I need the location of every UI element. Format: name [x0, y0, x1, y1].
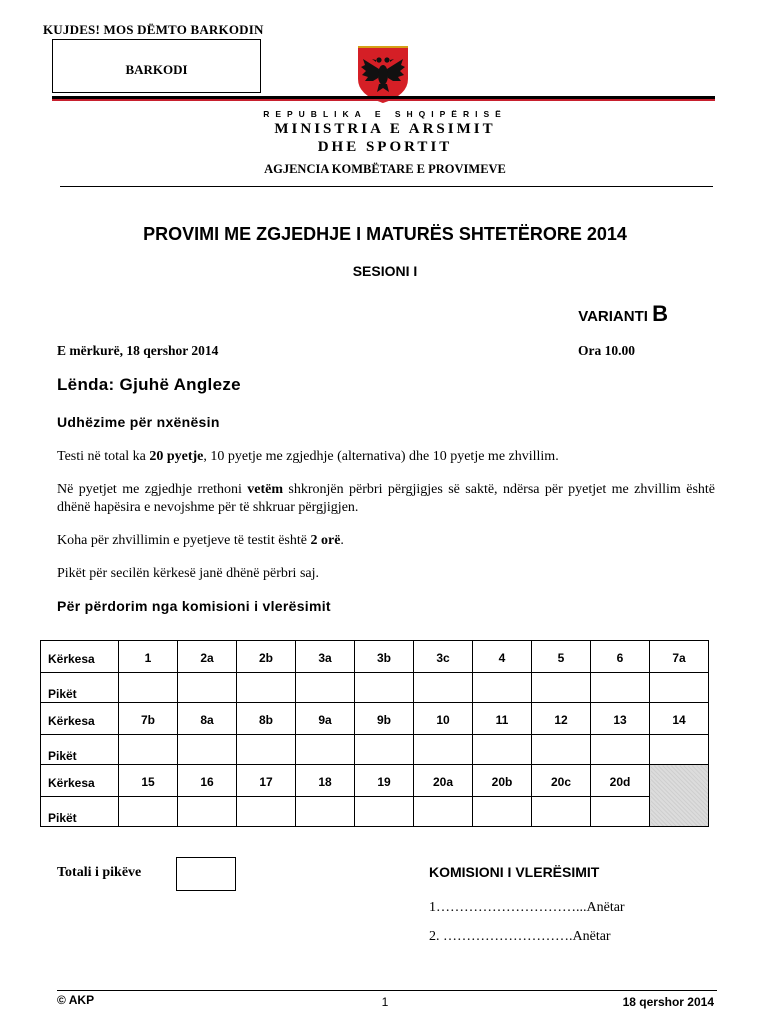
points-cell	[178, 797, 237, 827]
footer-divider	[57, 990, 717, 991]
points-cell	[414, 735, 473, 765]
request-cell: 11	[473, 703, 532, 735]
points-row	[41, 673, 709, 703]
points-cell	[591, 673, 650, 703]
points-cell	[473, 673, 532, 703]
request-cell: 6	[591, 641, 650, 673]
request-cell: 19	[355, 765, 414, 797]
request-cell: 8b	[237, 703, 296, 735]
barcode-warning: KUJDES! MOS DËMTO BARKODIN	[43, 22, 264, 37]
request-row	[41, 641, 709, 673]
points-cell	[296, 673, 355, 703]
request-cell: 20c	[532, 765, 591, 797]
points-cell	[650, 673, 709, 703]
points-cell	[532, 735, 591, 765]
points-label: Pikët	[41, 673, 119, 703]
instruction-paragraph-4: Pikët për secilën kërkesë janë dhënë përbri saj.	[57, 566, 320, 581]
points-cell	[473, 797, 532, 827]
points-cell	[591, 735, 650, 765]
header-red-rule	[52, 99, 715, 101]
points-cell	[119, 673, 178, 703]
exam-subject: Lënda: Gjuhë Angleze	[57, 375, 241, 394]
points-cell	[532, 797, 591, 827]
commission-member-2: 2. ……………………….Anëtar	[429, 929, 611, 944]
exam-date: E mërkurë, 18 qershor 2014	[57, 343, 219, 358]
commission-member-1: 1…………………………...Anëtar	[429, 900, 625, 915]
points-cell	[414, 797, 473, 827]
points-cell	[237, 735, 296, 765]
instruction-paragraph-2: Në pyetjet me zgjedhje rrethoni vetëm shkronjën përbri përgjigjes së saktë, ndërsa për pyetjet me zhvillim është dhënë hapësira e nevojshme për të shkruar përgjigjen.	[57, 482, 715, 515]
request-label: Kërkesa	[41, 703, 119, 735]
points-label: Pikët	[41, 735, 119, 765]
request-label: Kërkesa	[41, 641, 119, 673]
points-cell	[532, 673, 591, 703]
points-cell	[355, 673, 414, 703]
request-cell: 3b	[355, 641, 414, 673]
page-number: 1	[381, 995, 389, 1009]
instruction-paragraph-1: Testi në total ka 20 pyetje, 10 pyetje me zgjedhje (alternativa) dhe 10 pyetje me zhvillim.	[57, 449, 559, 464]
shaded-empty-cell	[650, 765, 709, 827]
barcode-label: BARKODI	[125, 62, 188, 77]
request-cell: 7a	[650, 641, 709, 673]
request-cell: 20d	[591, 765, 650, 797]
request-row	[41, 703, 709, 735]
ministry-name-line2: DHE SPORTIT	[317, 139, 453, 155]
points-label: Pikët	[41, 797, 119, 827]
points-cell	[355, 735, 414, 765]
request-cell: 1	[119, 641, 178, 673]
footer-date: 18 qershor 2014	[622, 995, 714, 1009]
request-cell: 14	[650, 703, 709, 735]
points-row	[41, 735, 709, 765]
variant-letter: B	[652, 301, 668, 326]
ministry-name-line1: MINISTRIA E ARSIMIT	[274, 121, 496, 137]
exam-title: PROVIMI ME ZGJEDHJE I MATURËS SHTETËRORE 2014	[143, 224, 627, 244]
points-cell	[414, 673, 473, 703]
request-cell: 9a	[296, 703, 355, 735]
request-cell: 8a	[178, 703, 237, 735]
commission-heading: KOMISIONI I VLERËSIMIT	[429, 864, 600, 880]
request-cell: 20b	[473, 765, 532, 797]
request-cell: 13	[591, 703, 650, 735]
total-points-label: Totali i pikëve	[57, 865, 142, 880]
barcode-box	[52, 39, 261, 93]
score-table	[40, 640, 709, 827]
points-row	[41, 797, 709, 827]
republic-name: REPUBLIKA E SHQIPËRISË	[263, 109, 507, 119]
points-cell	[355, 797, 414, 827]
instruction-paragraph-3: Koha për zhvillimin e pyetjeve të testit është 2 orë.	[57, 533, 344, 548]
points-cell	[178, 673, 237, 703]
request-cell: 20a	[414, 765, 473, 797]
instructions-heading: Udhëzime për nxënësin	[57, 414, 220, 430]
request-cell: 5	[532, 641, 591, 673]
request-cell: 16	[178, 765, 237, 797]
request-cell: 18	[296, 765, 355, 797]
exam-session: SESIONI I	[352, 263, 418, 279]
points-cell	[296, 797, 355, 827]
request-cell: 3a	[296, 641, 355, 673]
points-cell	[119, 735, 178, 765]
committee-heading: Për përdorim nga komisioni i vlerësimit	[57, 598, 331, 614]
exam-variant	[578, 301, 668, 327]
points-cell	[473, 735, 532, 765]
request-cell: 2a	[178, 641, 237, 673]
points-cell	[591, 797, 650, 827]
request-cell: 2b	[237, 641, 296, 673]
points-cell	[650, 735, 709, 765]
request-cell: 10	[414, 703, 473, 735]
header-divider	[60, 186, 713, 187]
footer-copyright: © AKP	[57, 993, 95, 1007]
request-cell: 17	[237, 765, 296, 797]
request-cell: 4	[473, 641, 532, 673]
request-row	[41, 765, 709, 797]
exam-time: Ora 10.00	[578, 343, 635, 358]
request-cell: 7b	[119, 703, 178, 735]
request-label: Kërkesa	[41, 765, 119, 797]
points-cell	[296, 735, 355, 765]
agency-name: AGJENCIA KOMBËTARE E PROVIMEVE	[264, 162, 506, 176]
request-cell: 9b	[355, 703, 414, 735]
request-cell: 15	[119, 765, 178, 797]
total-points-box[interactable]	[176, 857, 236, 891]
variant-label: VARIANTI	[578, 308, 648, 325]
request-cell: 12	[532, 703, 591, 735]
request-cell: 3c	[414, 641, 473, 673]
points-cell	[119, 797, 178, 827]
points-cell	[237, 797, 296, 827]
points-cell	[237, 673, 296, 703]
points-cell	[178, 735, 237, 765]
